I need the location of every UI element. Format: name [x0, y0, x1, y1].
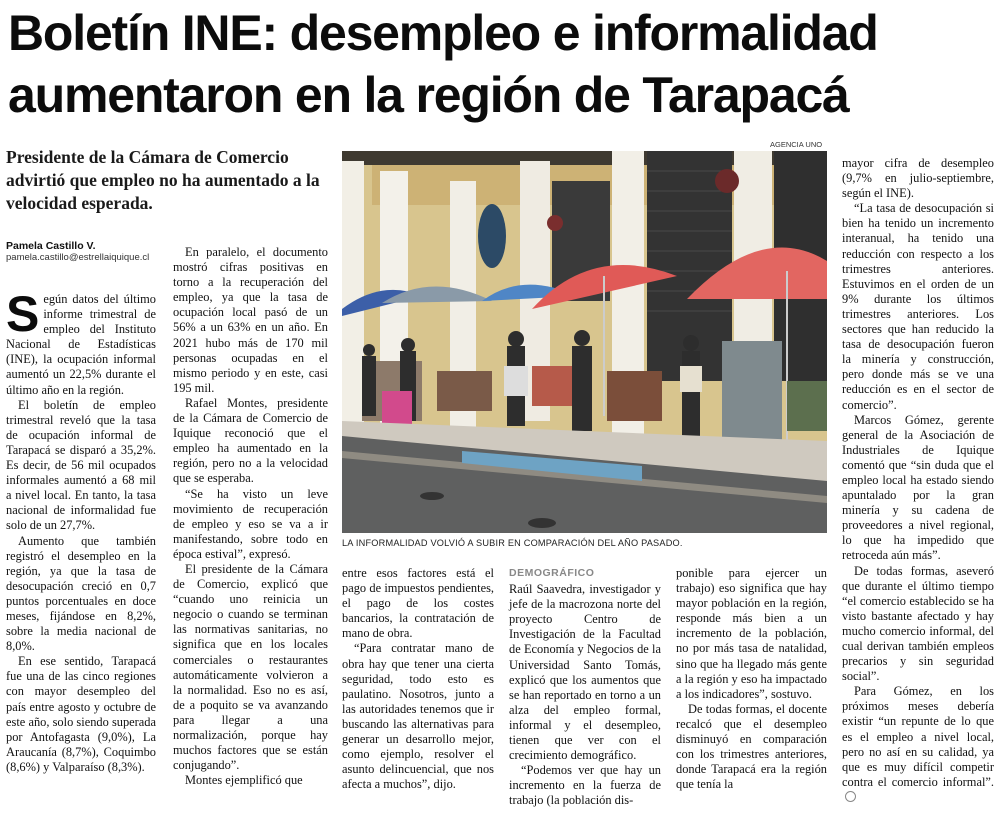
street-market-photo [342, 151, 827, 533]
drop-cap: S [6, 286, 40, 342]
paragraph: De todas formas, el docente recalcó que el desempleo disminuyó en comparación con los trimestres anteriores, donde Tarapacá era la región que tenía la [676, 701, 827, 792]
paragraph: Marcos Gómez, gerente general de la Asociación de Industriales de Iquique comentó que “sin duda que el empleo local ha estado siendo apuntalado por la gran minería y su cadena de proveedores a nivel regional, lo que ha impedido que retroceda aún más”. [842, 412, 994, 563]
paragraph: “Podemos ver que hay un incremento en la fuerza de trabajo (la población dis- [509, 763, 661, 808]
headline-line-1: Boletín INE: desempleo e informalidad [8, 5, 878, 61]
paragraph: “Se ha visto un leve movimiento de recuperación de empleo y eso se va a ir manifestando, sobre todo en época estival”, expresó. [173, 486, 328, 561]
paragraph: Según datos del último informe trimestral de empleo del Instituto Nacional de Estadísticas (INE), la ocupación informal aumentó un 22,5% durante el último año en la región. [6, 286, 156, 397]
article-dek: Presidente de la Cámara de Comercio advirtió que empleo no ha aumentado a la velocidad esperada. [6, 147, 320, 213]
paragraph: ponible para ejercer un trabajo) eso significa que hay mayor población en la región, responde más bien a un incremento de la población, no por más tasa de natalidad, sino que ha llegado más gente a la región y eso ha impactado a los indicadores”, sostuvo. [676, 566, 827, 701]
paragraph: Rafael Montes, presidente de la Cámara de Comercio de Iquique reconoció que el empleo ha aumentado en la región, pero no a la velocidad que se esperaba. [173, 395, 328, 486]
paragraph: Montes ejemplificó que [185, 773, 303, 788]
headline [8, 2, 993, 126]
paragraph: “La tasa de desocupación si bien ha tenido un incremento interanual, ha tenido una reducción con respecto a los trimestres anteriores. Estuvimos en el orden de un 9% durante los últimos trimestres anteriores. Los sectores que han reducido la tasa de desocupación fueron la minería y construcción, pero donde más se ve una reducción es en el sector de comercio”. [842, 201, 994, 412]
paragraph: Para Gómez, en los próximos meses debería existir “un repunte de lo que es el empleo a nivel local, pero no así en su calidad, ya que es muy difícil competir contra el comercio informal”. [842, 684, 994, 805]
author-name: Pamela Castillo V. [6, 240, 96, 252]
paragraph: El presidente de la Cámara de Comercio, explicó que “cuando uno reinicia un negocio o cuando se terminan las normativas sanitarias, no significa que en los locales comerciales o restaurantes automáticamente volvieron a la normalidad. Eso no es así, de a poquito se va avanzando para llegar a una normalización, porque hay muchos factores que se están conjugando”. [173, 561, 328, 773]
paragraph: En paralelo, el documento mostró cifras positivas en torno a la recuperación del empleo, ya que la tasa de ocupación local pasó de un 56% a un 63% en un año. En 2021 hubo más de 170 mil personas ocupadas en el mismo periodo y en este, casi 195 mil. [173, 245, 328, 395]
photo-illustration [342, 151, 827, 533]
paragraph: En ese sentido, Tarapacá fue una de las cinco regiones con mayor desempleo del país entre agosto y octubre de este año, solo siendo superada por Antofagasta (9,0%), La Araucanía (8,7%), Coquimbo (8,6%) y Valparaíso (8,3%). [6, 654, 156, 774]
article-column-6 [842, 156, 994, 805]
article-column-1 [6, 286, 156, 775]
paragraph: El boletín de empleo trimestral reveló que la tasa de ocupación informal de Tarapacá se disparó a 35,2%. Es decir, de 56 mil ocupados informales aumentó a 68 mil a nivel local. En tanto, la tasa nacional de informalidad fue solo de un 27,7%. [6, 397, 156, 533]
article-column-4 [509, 566, 661, 809]
paragraph: “Para contratar mano de obra hay que tener una cierta seguridad, todo esto es paulatino. Nosotros, junto a las autoridades tenemos que ir buscando las alternativas para generar un desarrollo mejor, como ejemplo, resolver el asunto delincuencial, que nos afecta a muchos”, dijo. [342, 641, 494, 792]
byline [6, 240, 166, 263]
end-mark-icon [845, 791, 856, 802]
section-label: DEMOGRÁFICO [509, 567, 595, 579]
paragraph: De todas formas, aseveró que durante el último tiempo “el comercio establecido se ha visto bastante afectado y hay mucho comercio informal, del cual derivan también empleos precarios y sin seguridad social”. [842, 563, 994, 684]
paragraph: Aumento que también registró el desempleo en la región, ya que la tasa de desocupación creció en 0,7 puntos porcentuales en doce meses, fijándose en 8,2%, sobre la media nacional de 8,0%. [6, 533, 156, 654]
paragraph: Raúl Saavedra, investigador y jefe de la macrozona norte del proyecto Centro de Investigación de la Facultad de Economía y Negocios de la Universidad Santo Tomás, explicó que los aumentos que se han reportado en torno a un alza del empleo formal, informal y el desempleo, tienen que ver con el crecimiento demográfico. [509, 582, 661, 763]
paragraph: entre esos factores está el pago de impuestos pendientes, el pago de los costes bancarios, la contratación de mano de obra. [342, 566, 494, 641]
paragraph: mayor cifra de desempleo (9,7% en julio-septiembre, según el INE). [842, 156, 994, 201]
article-column-2 [173, 245, 328, 788]
article-column-3 [342, 566, 494, 792]
photo-credit: AGENCIA UNO [770, 140, 823, 149]
article-column-5 [676, 566, 827, 792]
headline-line-2: aumentaron en la región de Tarapacá [8, 67, 849, 123]
photo-caption: LA INFORMALIDAD VOLVIÓ A SUBIR EN COMPARACIÓN DEL AÑO PASADO. [342, 538, 683, 548]
author-email: pamela.castillo@estrellaiquique.cl [6, 252, 150, 263]
